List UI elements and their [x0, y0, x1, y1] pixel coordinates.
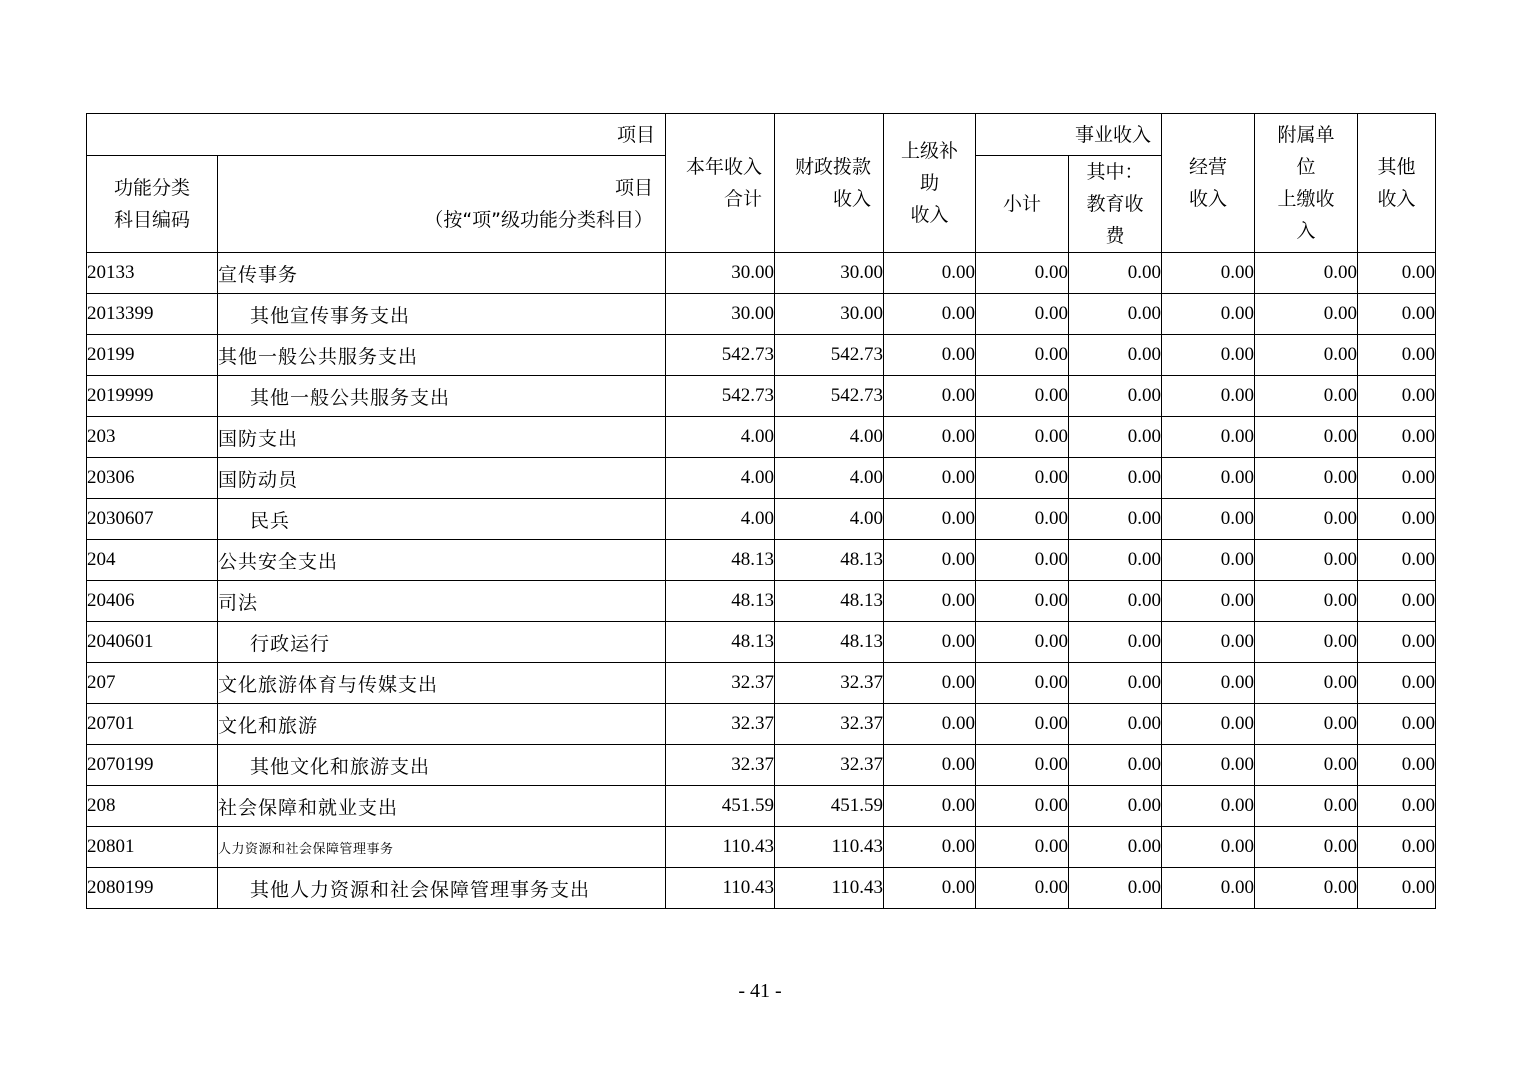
name-cell: 其他宣传事务支出: [218, 294, 666, 335]
value-cell: 0.00: [1255, 663, 1358, 704]
value-cell: 0.00: [884, 745, 976, 786]
value-cell: 0.00: [1069, 417, 1162, 458]
value-cell: 0.00: [1255, 253, 1358, 294]
value-cell: 0.00: [1358, 417, 1436, 458]
name-cell: 其他一般公共服务支出: [218, 335, 666, 376]
value-cell: 0.00: [1255, 704, 1358, 745]
value-cell: 30.00: [775, 253, 884, 294]
value-cell: 0.00: [976, 745, 1069, 786]
value-cell: 30.00: [666, 253, 775, 294]
table-row: [87, 622, 1436, 663]
value-cell: 30.00: [666, 294, 775, 335]
code-cell: 2013399: [87, 294, 218, 335]
value-cell: 0.00: [1162, 704, 1255, 745]
value-cell: 0.00: [976, 704, 1069, 745]
value-cell: 0.00: [1162, 458, 1255, 499]
value-cell: 48.13: [775, 540, 884, 581]
table-row: [87, 663, 1436, 704]
value-cell: 0.00: [976, 376, 1069, 417]
table-row: [87, 581, 1436, 622]
value-cell: 451.59: [775, 786, 884, 827]
code-cell: 2030607: [87, 499, 218, 540]
code-cell: 207: [87, 663, 218, 704]
value-cell: 110.43: [666, 827, 775, 868]
table-row: [87, 745, 1436, 786]
value-cell: 48.13: [775, 622, 884, 663]
value-cell: 0.00: [884, 294, 976, 335]
code-cell: 20701: [87, 704, 218, 745]
value-cell: 451.59: [666, 786, 775, 827]
code-cell: 20199: [87, 335, 218, 376]
value-cell: 0.00: [1255, 540, 1358, 581]
value-cell: 0.00: [1162, 376, 1255, 417]
table-row: [87, 376, 1436, 417]
value-cell: 0.00: [1069, 253, 1162, 294]
value-cell: 0.00: [1069, 622, 1162, 663]
name-cell: 民兵: [218, 499, 666, 540]
other-income-header: 其他 收入: [1358, 114, 1436, 253]
name-cell: 公共安全支出: [218, 540, 666, 581]
code-cell: 2070199: [87, 745, 218, 786]
value-cell: 0.00: [1255, 294, 1358, 335]
value-cell: 0.00: [1255, 458, 1358, 499]
value-cell: 48.13: [775, 581, 884, 622]
name-cell: 文化和旅游: [218, 704, 666, 745]
value-cell: 0.00: [1069, 376, 1162, 417]
value-cell: 0.00: [976, 335, 1069, 376]
value-cell: 0.00: [1358, 663, 1436, 704]
value-cell: 4.00: [666, 458, 775, 499]
value-cell: 0.00: [1069, 458, 1162, 499]
value-cell: 0.00: [1069, 868, 1162, 909]
value-cell: 0.00: [1162, 294, 1255, 335]
value-cell: 110.43: [775, 827, 884, 868]
value-cell: 0.00: [1162, 499, 1255, 540]
value-cell: 0.00: [1162, 417, 1255, 458]
value-cell: 0.00: [1358, 581, 1436, 622]
business-income-header: 事业收入: [976, 114, 1162, 156]
subtotal-header: 小计: [976, 156, 1069, 253]
value-cell: 48.13: [666, 581, 775, 622]
value-cell: 0.00: [884, 581, 976, 622]
table-row: [87, 786, 1436, 827]
value-cell: 0.00: [1162, 335, 1255, 376]
value-cell: 0.00: [884, 827, 976, 868]
income-table: [86, 113, 1436, 909]
value-cell: 542.73: [775, 335, 884, 376]
value-cell: 0.00: [1255, 417, 1358, 458]
value-cell: 0.00: [884, 540, 976, 581]
name-cell: 其他人力资源和社会保障管理事务支出: [218, 868, 666, 909]
code-cell: 2019999: [87, 376, 218, 417]
value-cell: 0.00: [1255, 499, 1358, 540]
table-row: [87, 335, 1436, 376]
table-row: [87, 540, 1436, 581]
value-cell: 0.00: [884, 376, 976, 417]
value-cell: 0.00: [976, 458, 1069, 499]
value-cell: 0.00: [976, 827, 1069, 868]
table-row: [87, 499, 1436, 540]
value-cell: 32.37: [666, 745, 775, 786]
value-cell: 4.00: [666, 499, 775, 540]
value-cell: 4.00: [775, 499, 884, 540]
value-cell: 48.13: [666, 622, 775, 663]
code-cell: 204: [87, 540, 218, 581]
value-cell: 0.00: [1255, 786, 1358, 827]
operating-income-header: 经营 收入: [1162, 114, 1255, 253]
name-cell: 司法: [218, 581, 666, 622]
code-column-header: 功能分类 科目编码: [87, 156, 218, 253]
value-cell: 0.00: [1162, 786, 1255, 827]
value-cell: 0.00: [884, 458, 976, 499]
table-row: [87, 704, 1436, 745]
value-cell: 0.00: [1255, 827, 1358, 868]
table-row: [87, 868, 1436, 909]
affiliated-income-header: 附属单 位 上缴收 入: [1255, 114, 1358, 253]
value-cell: 0.00: [1069, 581, 1162, 622]
value-cell: 0.00: [1358, 253, 1436, 294]
value-cell: 0.00: [1069, 704, 1162, 745]
value-cell: 32.37: [666, 663, 775, 704]
value-cell: 0.00: [1069, 335, 1162, 376]
value-cell: 0.00: [1358, 540, 1436, 581]
value-cell: 0.00: [976, 868, 1069, 909]
value-cell: 0.00: [1358, 622, 1436, 663]
code-cell: 20306: [87, 458, 218, 499]
value-cell: 32.37: [775, 704, 884, 745]
value-cell: 0.00: [1069, 499, 1162, 540]
name-cell: 国防支出: [218, 417, 666, 458]
value-cell: 0.00: [1162, 827, 1255, 868]
table-row: [87, 827, 1436, 868]
superior-subsidy-header: 上级补 助 收入: [884, 114, 976, 253]
value-cell: 0.00: [1358, 704, 1436, 745]
table-row: [87, 294, 1436, 335]
value-cell: 32.37: [775, 745, 884, 786]
code-cell: 203: [87, 417, 218, 458]
value-cell: 0.00: [1162, 581, 1255, 622]
value-cell: 0.00: [1358, 294, 1436, 335]
name-column-header: 项目 （按“项”级功能分类科目）: [218, 156, 666, 253]
value-cell: 0.00: [976, 622, 1069, 663]
value-cell: 542.73: [775, 376, 884, 417]
fiscal-income-header: 财政拨款 收入: [775, 114, 884, 253]
value-cell: 0.00: [1069, 663, 1162, 704]
value-cell: 0.00: [976, 540, 1069, 581]
value-cell: 0.00: [1162, 745, 1255, 786]
name-cell: 宣传事务: [218, 253, 666, 294]
value-cell: 0.00: [976, 581, 1069, 622]
value-cell: 0.00: [1162, 622, 1255, 663]
value-cell: 0.00: [1358, 376, 1436, 417]
value-cell: 110.43: [666, 868, 775, 909]
education-fee-header: 其中： 教育收 费: [1069, 156, 1162, 253]
code-cell: 2080199: [87, 868, 218, 909]
value-cell: 0.00: [1069, 827, 1162, 868]
code-cell: 20801: [87, 827, 218, 868]
item-group-header: 项目: [87, 114, 666, 156]
value-cell: 0.00: [884, 786, 976, 827]
code-cell: 2040601: [87, 622, 218, 663]
table-row: [87, 458, 1436, 499]
value-cell: 4.00: [775, 417, 884, 458]
value-cell: 0.00: [1069, 786, 1162, 827]
value-cell: 48.13: [666, 540, 775, 581]
value-cell: 542.73: [666, 335, 775, 376]
value-cell: 0.00: [976, 786, 1069, 827]
value-cell: 30.00: [775, 294, 884, 335]
value-cell: 0.00: [1255, 581, 1358, 622]
name-cell: 其他文化和旅游支出: [218, 745, 666, 786]
name-cell: 其他一般公共服务支出: [218, 376, 666, 417]
value-cell: 0.00: [1255, 622, 1358, 663]
value-cell: 0.00: [976, 253, 1069, 294]
value-cell: 542.73: [666, 376, 775, 417]
value-cell: 0.00: [976, 417, 1069, 458]
value-cell: 0.00: [976, 294, 1069, 335]
name-cell: 人力资源和社会保障管理事务: [218, 827, 666, 868]
value-cell: 0.00: [1358, 458, 1436, 499]
value-cell: 0.00: [1069, 294, 1162, 335]
value-cell: 0.00: [1162, 253, 1255, 294]
value-cell: 0.00: [1255, 376, 1358, 417]
value-cell: 0.00: [884, 704, 976, 745]
value-cell: 0.00: [1358, 499, 1436, 540]
table-row: [87, 253, 1436, 294]
value-cell: 0.00: [884, 335, 976, 376]
value-cell: 0.00: [1162, 663, 1255, 704]
value-cell: 0.00: [1358, 335, 1436, 376]
value-cell: 0.00: [884, 499, 976, 540]
value-cell: 0.00: [1255, 745, 1358, 786]
value-cell: 0.00: [976, 663, 1069, 704]
value-cell: 110.43: [775, 868, 884, 909]
table-row: [87, 417, 1436, 458]
value-cell: 0.00: [1358, 868, 1436, 909]
value-cell: 0.00: [884, 868, 976, 909]
value-cell: 4.00: [666, 417, 775, 458]
value-cell: 0.00: [976, 499, 1069, 540]
code-cell: 20406: [87, 581, 218, 622]
value-cell: 0.00: [1358, 745, 1436, 786]
value-cell: 0.00: [1162, 540, 1255, 581]
value-cell: 0.00: [1358, 827, 1436, 868]
name-cell: 国防动员: [218, 458, 666, 499]
value-cell: 0.00: [884, 663, 976, 704]
name-cell: 文化旅游体育与传媒支出: [218, 663, 666, 704]
value-cell: 0.00: [884, 253, 976, 294]
value-cell: 0.00: [1069, 745, 1162, 786]
name-cell: 行政运行: [218, 622, 666, 663]
value-cell: 32.37: [775, 663, 884, 704]
total-income-header: 本年收入 合计: [666, 114, 775, 253]
name-cell: 社会保障和就业支出: [218, 786, 666, 827]
value-cell: 0.00: [884, 417, 976, 458]
value-cell: 0.00: [884, 622, 976, 663]
value-cell: 0.00: [1255, 868, 1358, 909]
value-cell: 0.00: [1255, 335, 1358, 376]
code-cell: 208: [87, 786, 218, 827]
value-cell: 32.37: [666, 704, 775, 745]
page-number: - 41 -: [738, 980, 782, 1002]
code-cell: 20133: [87, 253, 218, 294]
value-cell: 4.00: [775, 458, 884, 499]
value-cell: 0.00: [1358, 786, 1436, 827]
value-cell: 0.00: [1162, 868, 1255, 909]
value-cell: 0.00: [1069, 540, 1162, 581]
